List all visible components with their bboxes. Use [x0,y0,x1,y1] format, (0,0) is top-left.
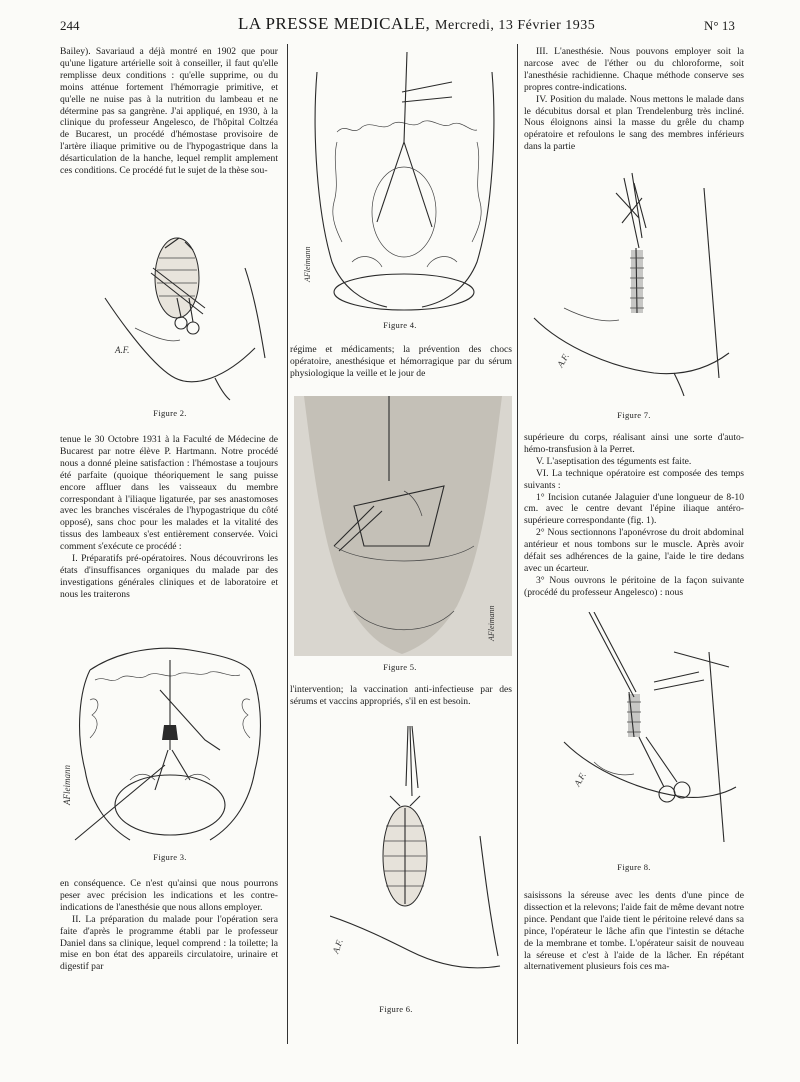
paragraph: l'intervention; la vaccination anti-infectieuse par des sérums et vaccins appropriés, s'il en est besoin. [290,684,512,707]
figure-8-illustration [524,612,744,852]
paragraph: en conséquence. Ce n'est qu'ainsi que nous pourrons peser avec précision les indications et les contre-indications de l'anesthésie que nous allons employer. [60,878,278,913]
figure-7-illustration [524,168,744,398]
paragraph: VI. La technique opératoire est composée des temps suivants : [524,467,744,491]
artist-initials: A.F. [330,937,345,955]
col2-block2 [290,684,512,708]
column-rule [517,44,518,1044]
artist-initials: A.F. [572,770,588,788]
col3-block1 [524,46,744,153]
figure-6-caption: Figure 6. [379,1004,413,1014]
page-number: 244 [60,18,80,33]
paragraph: 1° Incision cutanée Jalaguier d'une longueur de 8-10 cm. avec le centre devant l'épine iliaque antéro-supérieure correspondante (fig. 1). [524,491,744,527]
column-rule [287,44,288,1044]
figure-3-caption: Figure 3. [153,852,187,862]
issue-date: Mercredi, 13 Février 1935 [435,18,596,33]
col2-block1 [290,344,512,380]
figure-4-caption: Figure 4. [383,320,417,330]
artist-signature: AFleimann [487,605,496,641]
figure-7-caption: Figure 7. [617,410,651,420]
artist-initials: A.F. [555,351,571,369]
figure-5-caption: Figure 5. [383,662,417,672]
paragraph: tenue le 30 Octobre 1931 à la Faculté de Médecine de Bucarest par notre élève P. Hartmann. Notre procédé nous a donné pleine satisfaction : l'hémostase a toujours été parfaite (quoique théoriquement le sang puisse encore affluer dans les vaisseaux du membre correspondant à l'iliaque ligaturée, par ses anastomoses avec les branches viscérales de l'hypogastrique du côté opposé), sans choc pour les malades et la vitalité des tissus des lambeaux s'est entièrement conservée. Voici comment s'exécute ce procédé : [60,434,278,553]
paragraph: Bailey). Savariaud a déjà montré en 1902 que pour qu'une ligature artérielle soit à conseiller, il faut qu'elle remplisse deux conditions : qu'elle supprime, ou du moins atténue fortement l'hémorragie primitive, et qu'elle ne nuise pas à la nutrition du lambeau et ne détermine pas sa gangrène. J'ai appliqué, en 1930, à la clinique du professeur Angelesco, de l'hôpital Coltzéa de Bucarest, un procédé d'hémostase provisoire de l'artère iliaque primitive ou de l'hypogastrique dans la désarticulation de la hanche, lequel remplit amplement ces conditions. Ce procédé fut le sujet de la thèse sou- [60,46,278,177]
figure-2-caption: Figure 2. [153,408,187,418]
figure-5-illustration [294,396,512,656]
artist-signature: AFleimann [303,246,312,282]
col3-block3 [524,890,744,973]
col1-block3 [60,878,278,973]
issue-number: N° 13 [704,18,735,33]
paragraph: I. Préparatifs pré-opératoires. Nous découvrirons les états d'insuffisances organiques du malade par des investigations générales cliniques et de laboratoire et nous les traiterons [60,553,278,600]
col1-block2 [60,434,278,601]
col3-block2 [524,432,744,599]
figure-2-illustration [95,228,285,403]
paragraph: III. L'anesthésie. Nous pouvons employer soit la narcose avec de l'éther ou du chloroforme, soit l'anesthésie rachidienne. Chaque méthode conserve ses propres contre-indications. [524,46,744,93]
paragraph: 3° Nous ouvrons le péritoine de la façon suivante (procédé du professeur Angelesco) : nous [524,574,744,598]
paragraph: 2° Nous sectionnons l'aponévrose du droit abdominal antérieur et nous tombons sur le muscle. Après avoir défait ses adhérences de la gaine, l'aide le tire dedans avec un écarteur. [524,527,744,574]
artist-signature: AFleimann [62,765,72,805]
page-header [0,14,800,38]
artist-initials: A.F. [115,345,130,355]
col1-block1 [60,46,278,177]
journal-name: LA PRESSE MEDICALE, [238,14,431,33]
figure-8-caption: Figure 8. [617,862,651,872]
paragraph: V. L'aseptisation des téguments est faite. [536,455,692,467]
paragraph: saisissons la séreuse avec les dents d'une pince de dissection et la relevons; l'aide fait de même devant notre pince. Pendant que l'aide tient le péritoine relevé dans sa pince, l'opérateur le lâche afin que l'intestin se détache de la membrane et tombe. L'opérateur saisit de nouveau la séreuse et c'est à l'aide de la lâcher. En répétant alternativement plusieurs fois ces ma- [524,890,744,973]
journal-title [238,14,595,34]
paragraph: supérieure du corps, réalisant ainsi une sorte d'auto-hémo-transfusion à la Perret. [524,432,744,455]
figure-3-illustration [60,630,282,850]
figure-6-illustration [330,726,510,996]
paragraph: IV. Position du malade. Nous mettons le malade dans le décubitus dorsal et plan Trendelenburg très incliné. Nous éloignons ainsi la masse du grêle du champ opératoire et refoulons le sang des membres inférieurs dans la partie [524,93,744,153]
paragraph: II. La préparation du malade pour l'opération sera faite d'après le programme établi par le professeur Daniel dans sa clinique, lequel comprend : la toilette; la mise en bon état des appareils circulatoire, urinaire et digestif par [60,913,278,973]
figure-4-illustration [292,52,514,314]
paragraph: régime et médicaments; la prévention des chocs opératoire, anesthésique et hémorragique par du sérum physiologique la veille et le jour de [290,344,512,379]
